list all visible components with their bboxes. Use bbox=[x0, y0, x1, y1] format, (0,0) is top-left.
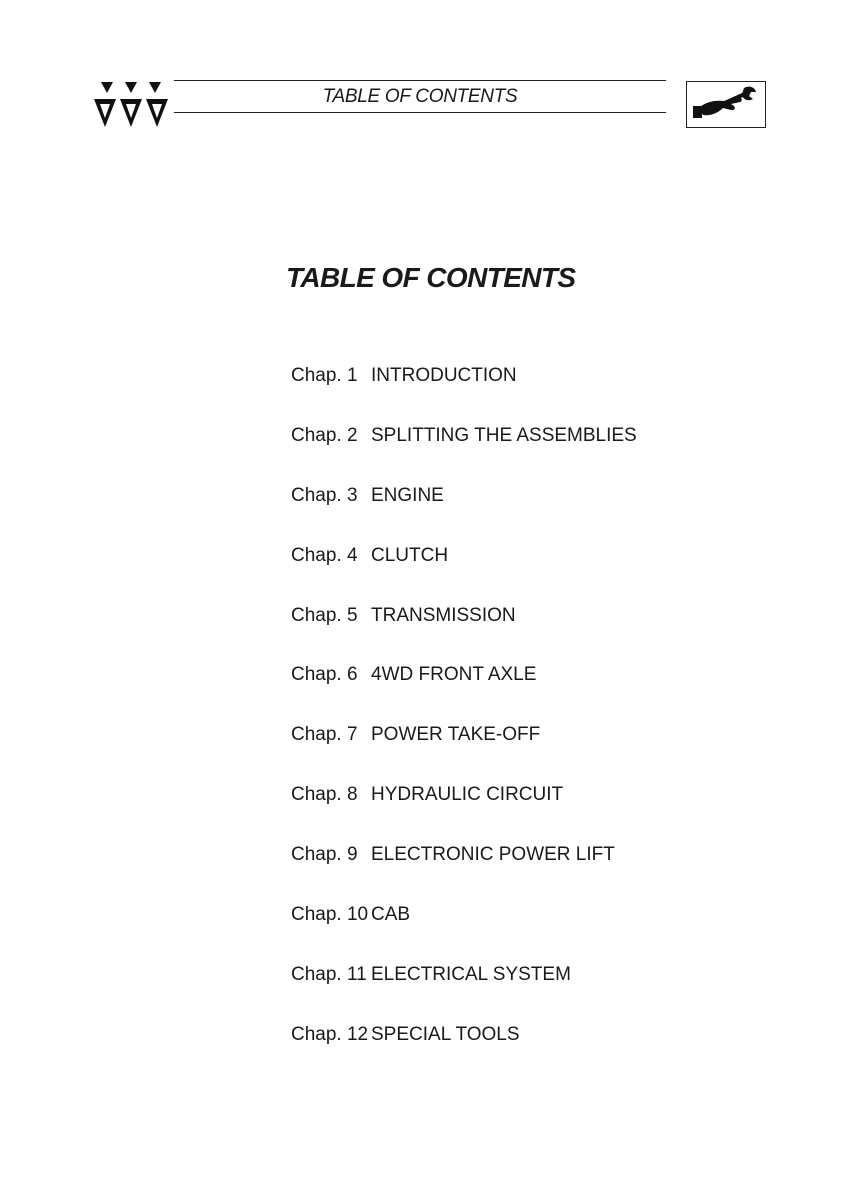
chapter-title: ELECTRICAL SYSTEM bbox=[371, 963, 571, 985]
chapter-number: Chap. 1 bbox=[291, 365, 358, 386]
chapter-number: Chap. 4 bbox=[291, 544, 358, 566]
running-header bbox=[174, 80, 666, 114]
brand-logo-icon bbox=[92, 80, 170, 130]
chapter-title: CLUTCH bbox=[371, 544, 449, 566]
chapter-entry-7 bbox=[291, 724, 637, 784]
chapter-entry-6 bbox=[291, 664, 637, 724]
chapter-entry-1 bbox=[291, 365, 637, 425]
chapter-entry-10 bbox=[291, 904, 637, 964]
chapter-number: Chap. 2 bbox=[291, 424, 358, 446]
chapter-title: SPECIAL TOOLS bbox=[371, 1023, 520, 1045]
chapter-number: Chap. 7 bbox=[291, 724, 358, 746]
chapter-title: ENGINE bbox=[371, 484, 444, 506]
chapter-number: Chap. 8 bbox=[291, 784, 358, 806]
chapter-entry-11 bbox=[291, 964, 637, 1024]
chapter-title: 4WD FRONT AXLE bbox=[371, 664, 537, 686]
header-top-rule bbox=[174, 80, 666, 81]
chapter-title: CAB bbox=[371, 904, 411, 926]
chapter-entry-9 bbox=[291, 844, 637, 904]
chapter-title: ELECTRONIC POWER LIFT bbox=[371, 844, 615, 866]
chapter-list bbox=[291, 365, 637, 1084]
chapter-title: SPLITTING THE ASSEMBLIES bbox=[371, 424, 637, 446]
header-bottom-rule bbox=[174, 112, 666, 113]
hand-wrench-icon bbox=[686, 81, 766, 128]
chapter-entry-8 bbox=[291, 784, 637, 844]
chapter-title: INTRODUCTION bbox=[371, 365, 517, 386]
chapter-title: TRANSMISSION bbox=[371, 604, 516, 626]
chapter-entry-3 bbox=[291, 485, 637, 545]
chapter-title: HYDRAULIC CIRCUIT bbox=[371, 784, 564, 806]
chapter-number: Chap. 12 bbox=[291, 1023, 369, 1045]
chapter-entry-4 bbox=[291, 545, 637, 605]
header-title: TABLE OF CONTENTS bbox=[322, 86, 518, 107]
page-title: TABLE OF CONTENTS bbox=[286, 262, 576, 293]
chapter-number: Chap. 9 bbox=[291, 844, 358, 866]
chapter-title: POWER TAKE-OFF bbox=[371, 724, 541, 746]
chapter-number: Chap. 11 bbox=[291, 963, 367, 985]
chapter-number: Chap. 10 bbox=[291, 904, 369, 926]
chapter-entry-2 bbox=[291, 425, 637, 485]
chapter-entry-12 bbox=[291, 1024, 637, 1084]
chapter-number: Chap. 3 bbox=[291, 484, 358, 506]
chapter-number: Chap. 6 bbox=[291, 664, 358, 686]
chapter-entry-5 bbox=[291, 605, 637, 665]
chapter-number: Chap. 5 bbox=[291, 604, 358, 626]
